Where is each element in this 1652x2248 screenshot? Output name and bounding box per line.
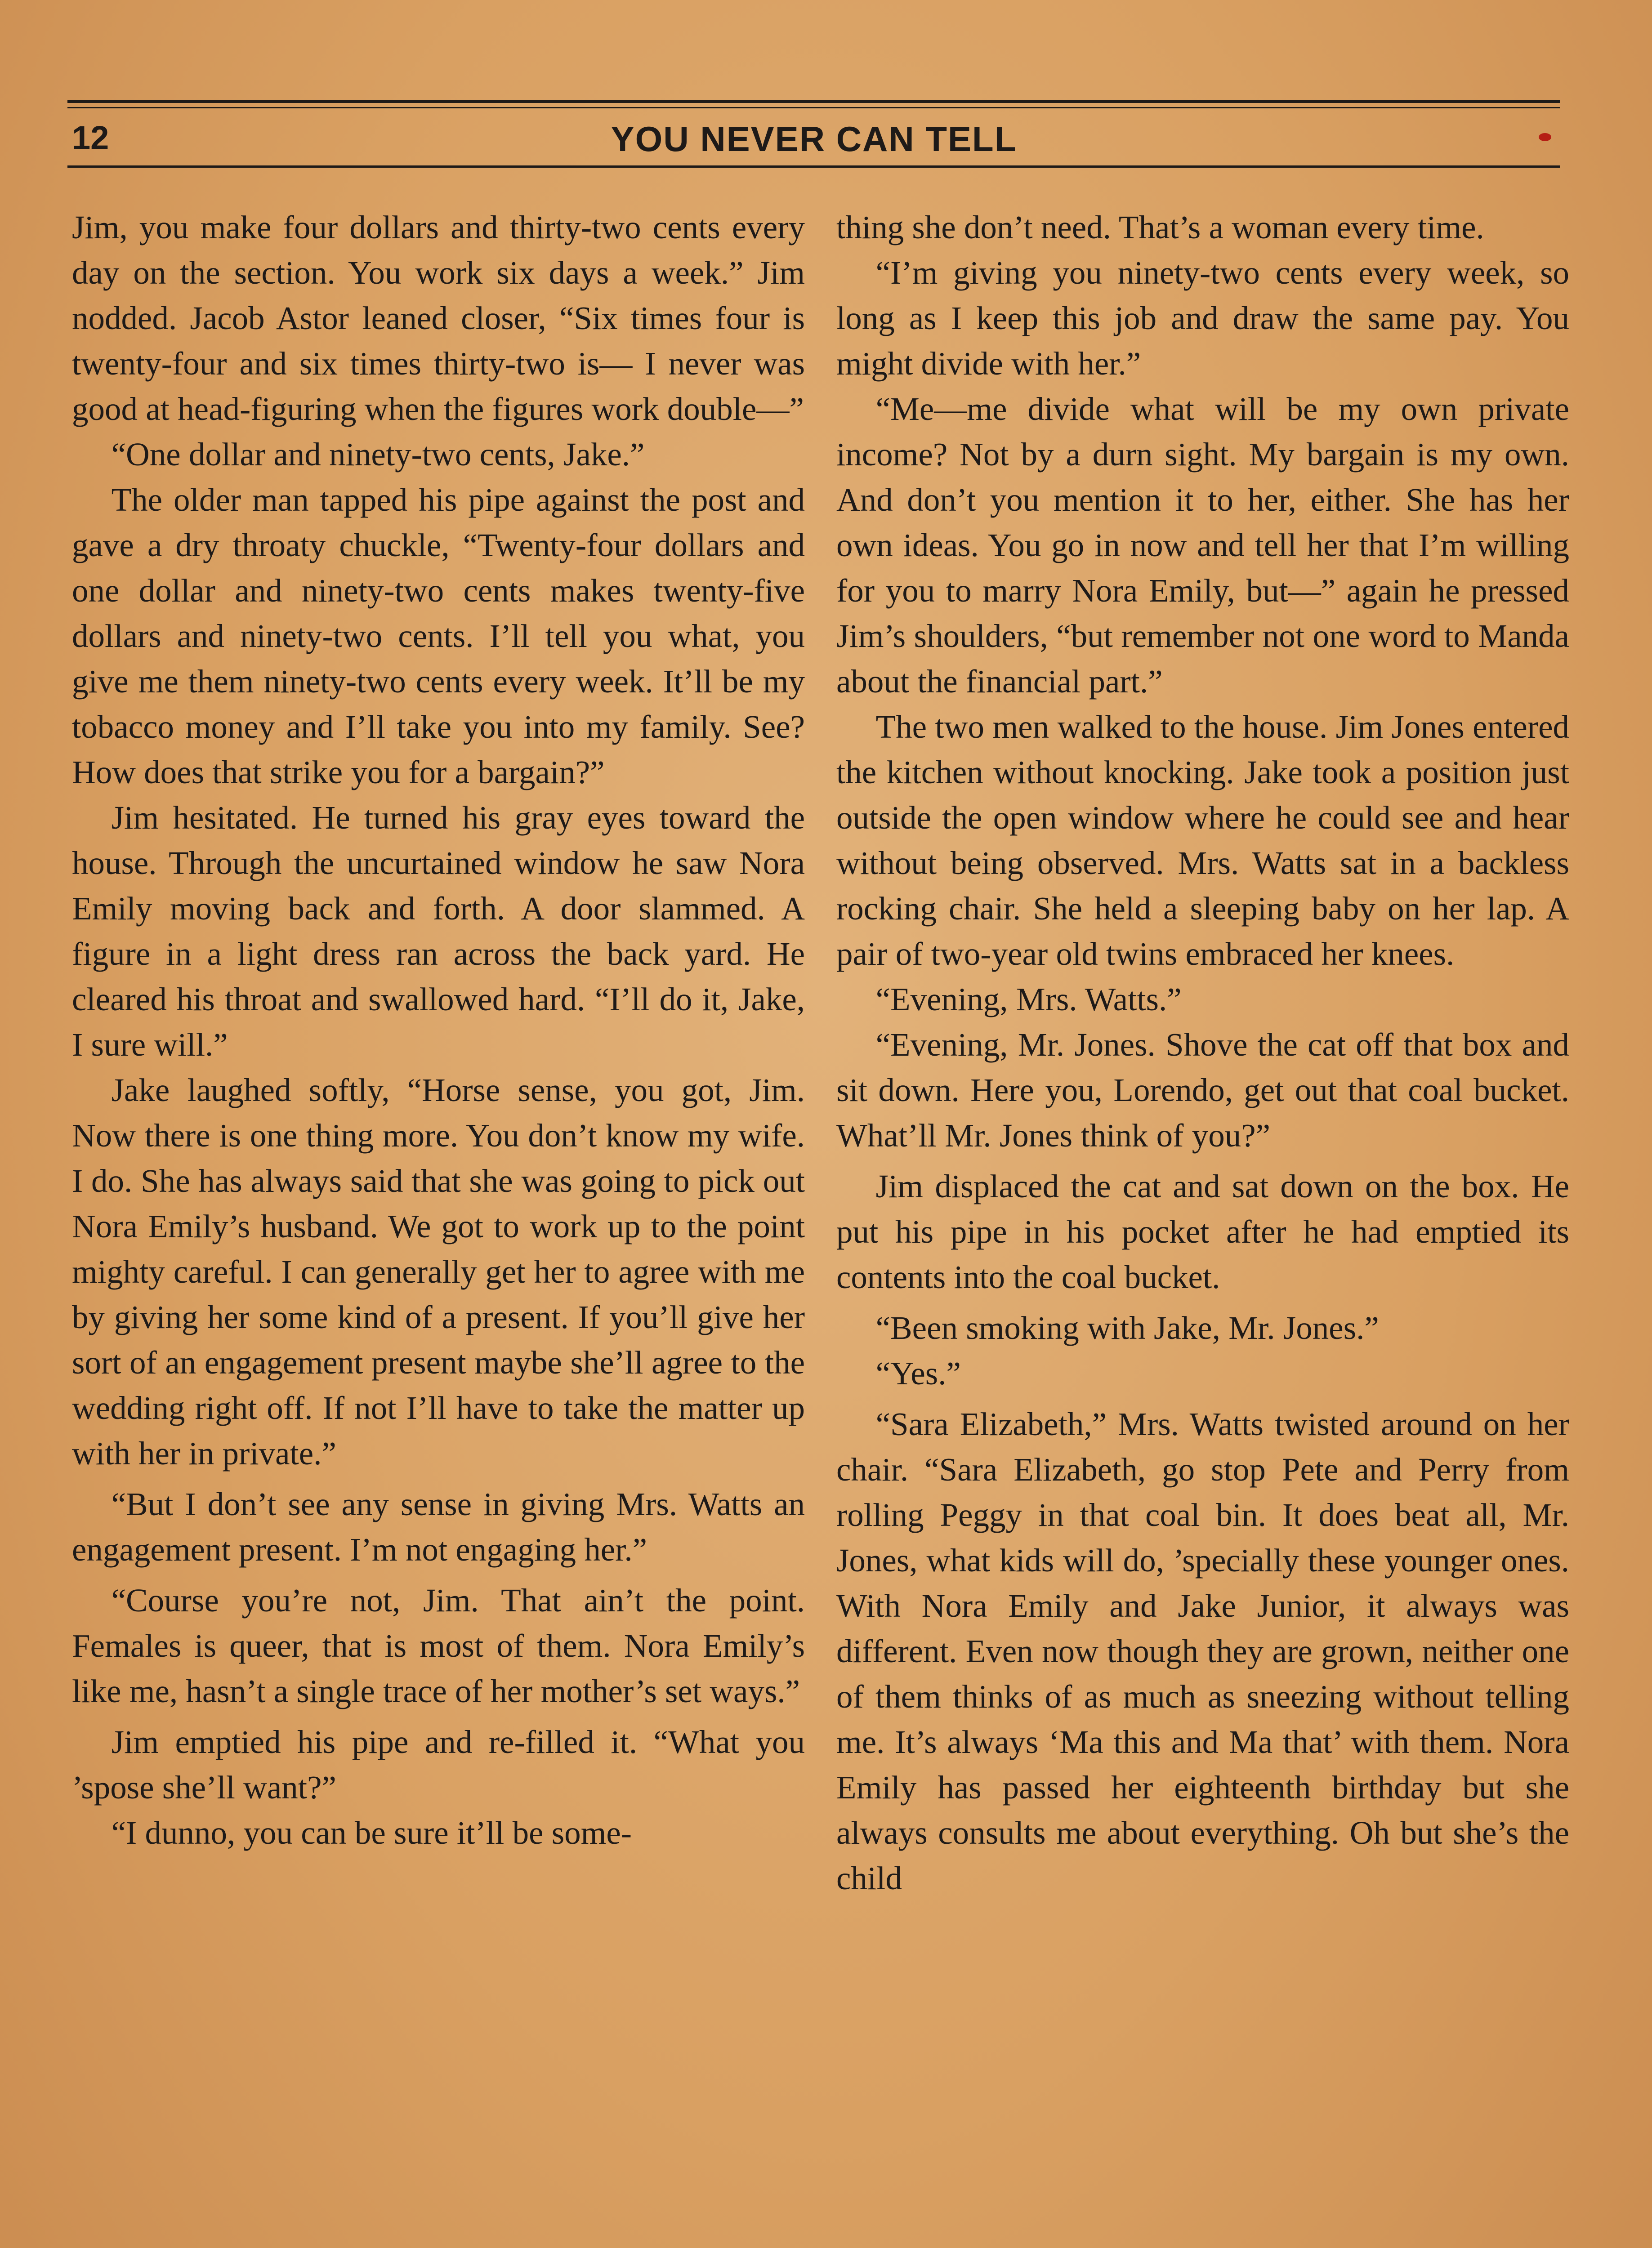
header-top-rule-thin <box>67 107 1560 108</box>
paragraph: Jim displaced the cat and sat down on the box. He put his pipe in his pocket after he had emptied its contents into the coal bucket. <box>836 1168 1569 1295</box>
paragraph: The two men walked to the house. Jim Jones entered the kitchen without knocking. Jake took a position just outside the open window where he could see and hear without being observed. Mrs. Watts sat in a backless rocking chair. She held a sleeping baby on her lap. A pair of two-year old twins embraced her knees. <box>836 709 1569 972</box>
paragraph: “Evening, Mrs. Watts.” <box>875 981 1182 1017</box>
page-number: 12 <box>72 119 109 156</box>
paragraph: “Sara Elizabeth,” Mrs. Watts twisted around on her chair. “Sara Elizabeth, go stop Pete and Perry from rolling Peggy in that coal bin. It does beat all, Mr. Jones, what kids will do, ’specially these younger ones. With Nora Emily and Jake Junior, it always was different. Even now though they are grown, neither one of them thinks of as much as sneezing without telling me. It’s always ‘Ma this and Ma that’ with them. Nora Emily has passed her eighteenth birthday but she always consults me about everything. Oh but she’s the child <box>836 1406 1569 1896</box>
paragraph: “I dunno, you can be sure it’ll be some- <box>111 1815 632 1851</box>
paragraph: “Been smoking with Jake, Mr. Jones.” <box>875 1310 1379 1346</box>
paragraph: “Evening, Mr. Jones. Shove the cat off that box and sit down. Here you, Lorendo, get out that coal bucket. What’ll Mr. Jones think of you?” <box>836 1026 1569 1154</box>
paragraph: “Me—me divide what will be my own private income? Not by a durn sight. My bargain is my own. And don’t you mention it to her, either. She has her own ideas. You go in now and tell her that I’m willing for you to marry Nora Emily, but—” again he pressed Jim’s shoulders, “but remember not one word to Manda about the financial part.” <box>836 391 1569 700</box>
header-bottom-rule <box>67 165 1560 168</box>
paragraph: Jim, you make four dollars and thirty-two cents every day on the section. You work six days a week.” Jim nodded. Jacob Astor leaned closer, “Six times four is twenty-four and six times thirty-two is— I never was good at head-figuring when the figures work double—” <box>72 209 805 427</box>
paragraph: “I’m giving you ninety-two cents every week, so long as I keep this job and draw the same pay. You might divide with her.” <box>836 254 1569 382</box>
paragraph: Jake laughed softly, “Horse sense, you got, Jim. Now there is one thing more. You don’t know my wife. I do. She has always said that she was going to pick out Nora Emily’s husband. We got to work up to the point mighty careful. I can generally get her to agree with me by giving her some kind of a present. If you’ll give her sort of an engagement present maybe she’ll agree to the wedding right off. If not I’ll have to take the matter up with her in private.” <box>72 1072 805 1472</box>
paragraph: thing she don’t need. That’s a woman every time. <box>836 209 1484 245</box>
paragraph: “Course you’re not, Jim. That ain’t the point. Females is queer, that is most of them. Nora Emily’s like me, hasn’t a single trace of her mother’s set ways.” <box>72 1582 805 1709</box>
page-header <box>67 116 1560 161</box>
right-column <box>836 205 1569 1901</box>
red-dot-icon <box>1539 133 1551 141</box>
paragraph: Jim emptied his pipe and re-filled it. “What you ’spose she’ll want?” <box>72 1724 805 1806</box>
paragraph: “One dollar and ninety-two cents, Jake.” <box>111 436 645 473</box>
header-top-rule <box>67 100 1560 103</box>
left-column <box>72 205 805 1855</box>
paragraph: The older man tapped his pipe against the post and gave a dry throaty chuckle, “Twenty-four dollars and one dollar and ninety-two cents makes twenty-five dollars and ninety-two cents. I’ll tell you what, you give me them ninety-two cents every week. It’ll be my tobacco money and I’ll take you into my family. See? How does that strike you for a bargain?” <box>72 482 805 790</box>
paragraph: “But I don’t see any sense in giving Mrs. Watts an engagement present. I’m not engaging her.” <box>72 1486 805 1568</box>
paragraph: “Yes.” <box>875 1355 961 1392</box>
paragraph: Jim hesitated. He turned his gray eyes toward the house. Through the uncurtained window he saw Nora Emily moving back and forth. A door slammed. A figure in a light dress ran across the back yard. He cleared his throat and swallowed hard. “I’ll do it, Jake, I sure will.” <box>72 799 805 1063</box>
running-title: YOU NEVER CAN TELL <box>611 119 1017 159</box>
